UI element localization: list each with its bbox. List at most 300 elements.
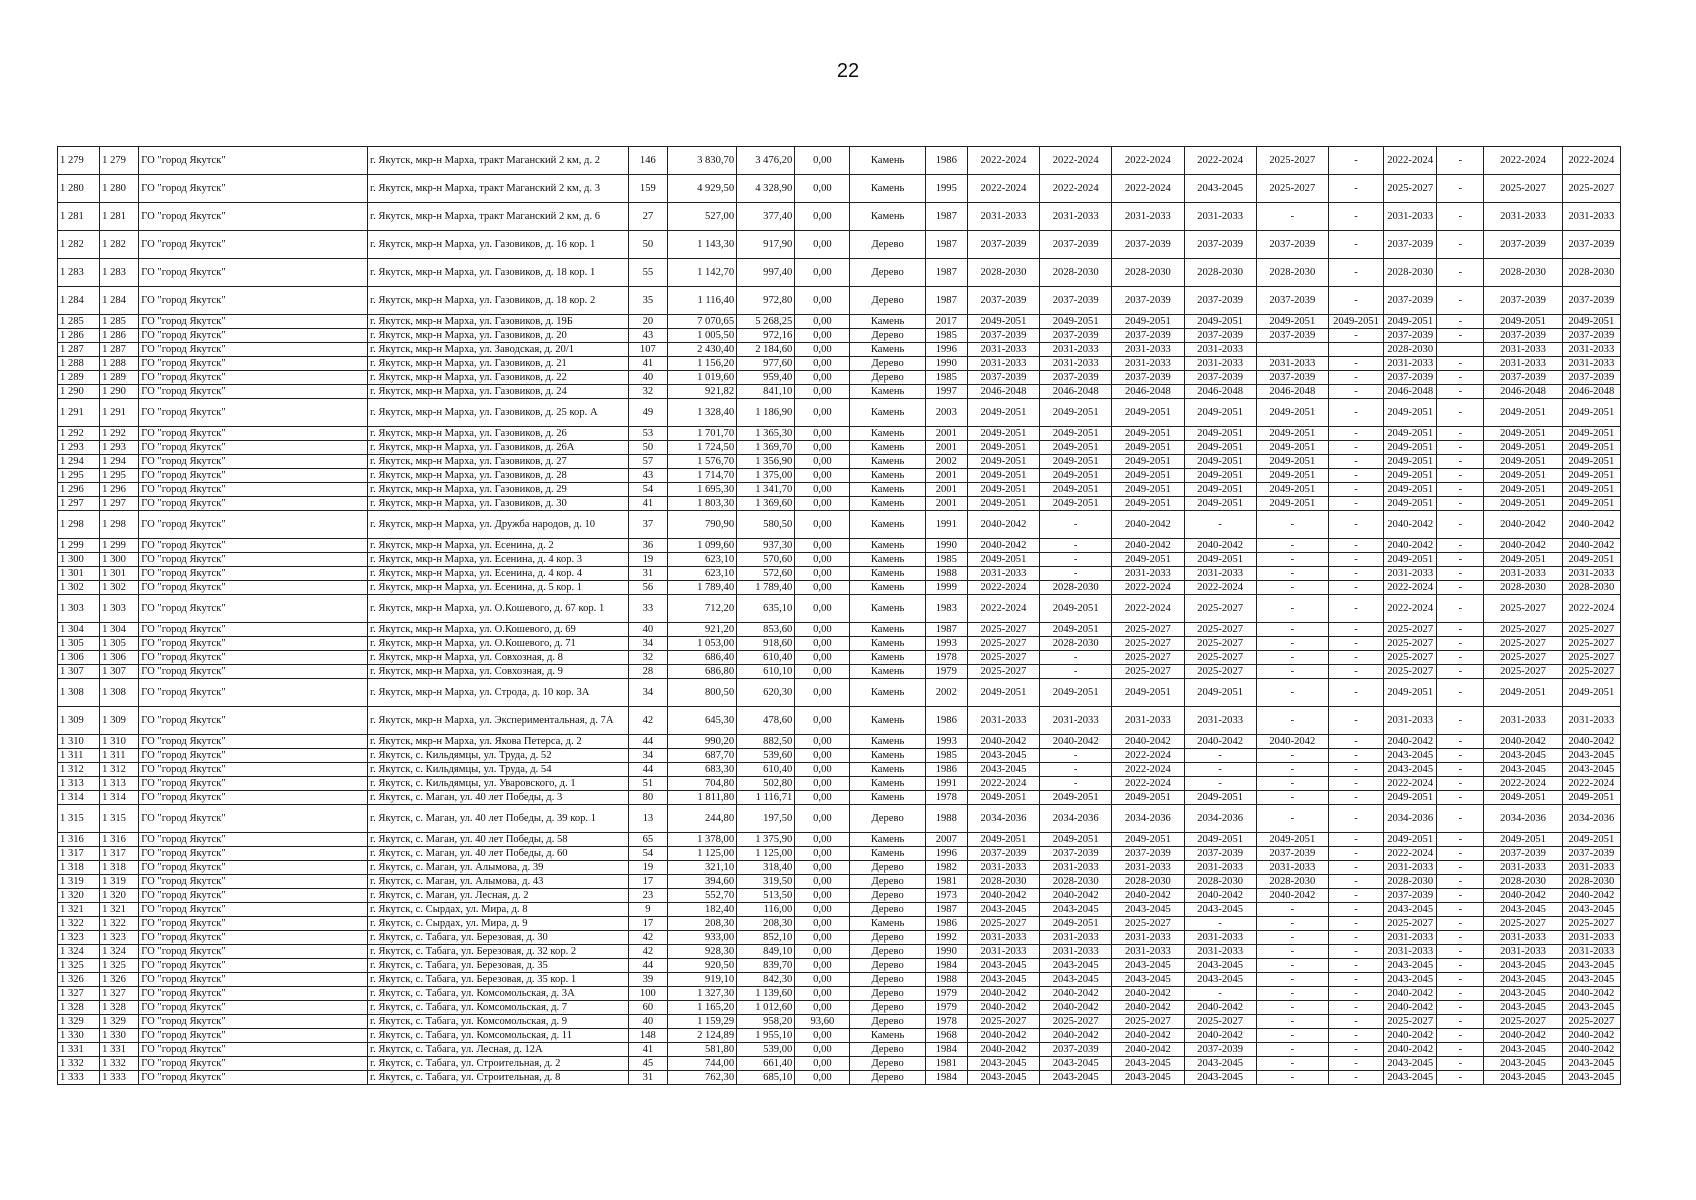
period-electric-cell: 2031-2033 [1040, 203, 1112, 231]
table-row [58, 147, 1621, 175]
municipality-cell: ГО "город Якутск" [139, 385, 368, 399]
living-area-cell: 1 375,00 [737, 469, 795, 483]
period-lift-cell: - [1437, 665, 1484, 679]
table-row [58, 371, 1621, 385]
municipality-cell: ГО "город Якутск" [139, 651, 368, 665]
period-heating-cell: 2049-2051 [1112, 315, 1184, 329]
period-gas-cell: - [1328, 651, 1383, 665]
period-heating-cell: 2037-2039 [1112, 329, 1184, 343]
residents-cell: 32 [628, 651, 667, 665]
living-area-cell: 2 184,60 [737, 343, 795, 357]
living-area-cell: 1 365,30 [737, 427, 795, 441]
total-area-cell: 1 789,40 [667, 581, 736, 595]
period-sewer-cell: - [1256, 973, 1328, 987]
period-electric-cell: 2031-2033 [1040, 945, 1112, 959]
address-cell: г. Якутск, с. Сырдах, ул. Мира, д. 8 [367, 903, 628, 917]
year-built-cell: 1991 [925, 777, 967, 791]
wall-material-cell: Дерево [850, 1057, 925, 1071]
year-built-cell: 1984 [925, 1043, 967, 1057]
wall-material-cell: Камень [850, 567, 925, 581]
wall-material-cell: Камень [850, 595, 925, 623]
living-area-cell: 5 268,25 [737, 315, 795, 329]
table-row [58, 553, 1621, 567]
period-facade-cell: 2037-2039 [1384, 329, 1437, 343]
period-facade-cell: 2025-2027 [1384, 637, 1437, 651]
table-row [58, 483, 1621, 497]
period-roof-cell: 2031-2033 [967, 203, 1039, 231]
period-facade-cell: 2037-2039 [1384, 287, 1437, 315]
row-number-cell: 1 333 [58, 1071, 100, 1085]
nonres-area-cell: 0,00 [795, 651, 850, 665]
residents-cell: 9 [628, 903, 667, 917]
total-area-cell: 7 070,65 [667, 315, 736, 329]
nonres-area-cell: 0,00 [795, 623, 850, 637]
total-area-cell: 921,20 [667, 623, 736, 637]
wall-material-cell: Камень [850, 651, 925, 665]
period-roof-cell: 2031-2033 [967, 707, 1039, 735]
address-cell: г. Якутск, с. Табага, ул. Комсомольская, д. 11 [367, 1029, 628, 1043]
total-area-cell: 686,40 [667, 651, 736, 665]
reg-number-cell: 1 308 [100, 679, 139, 707]
period-basement-cell: 2040-2042 [1484, 539, 1562, 553]
period-sewer-cell: 2028-2030 [1256, 875, 1328, 889]
year-built-cell: 1978 [925, 1015, 967, 1029]
row-number-cell: 1 301 [58, 567, 100, 581]
period-foundation-cell: 2043-2045 [1562, 1057, 1620, 1071]
period-sewer-cell: - [1256, 749, 1328, 763]
total-area-cell: 394,60 [667, 875, 736, 889]
wall-material-cell: Дерево [850, 1043, 925, 1057]
total-area-cell: 744,00 [667, 1057, 736, 1071]
period-sewer-cell: 2028-2030 [1256, 259, 1328, 287]
nonres-area-cell: 0,00 [795, 833, 850, 847]
reg-number-cell: 1 283 [100, 259, 139, 287]
period-foundation-cell: 2043-2045 [1562, 763, 1620, 777]
reg-number-cell: 1 288 [100, 357, 139, 371]
period-electric-cell: 2049-2051 [1040, 455, 1112, 469]
period-water-cell: 2049-2051 [1184, 455, 1256, 469]
total-area-cell: 1 695,30 [667, 483, 736, 497]
table-row [58, 203, 1621, 231]
period-foundation-cell: 2040-2042 [1562, 889, 1620, 903]
period-basement-cell: 2028-2030 [1484, 259, 1562, 287]
period-heating-cell: 2040-2042 [1112, 1029, 1184, 1043]
table-row [58, 343, 1621, 357]
period-water-cell: 2040-2042 [1184, 1029, 1256, 1043]
residents-cell: 44 [628, 735, 667, 749]
period-heating-cell: 2043-2045 [1112, 959, 1184, 973]
row-number-cell: 1 291 [58, 399, 100, 427]
period-basement-cell: 2025-2027 [1484, 623, 1562, 637]
period-heating-cell: 2040-2042 [1112, 1043, 1184, 1057]
living-area-cell: 1 369,70 [737, 441, 795, 455]
period-facade-cell: 2043-2045 [1384, 749, 1437, 763]
period-water-cell: 2037-2039 [1184, 231, 1256, 259]
living-area-cell: 377,40 [737, 203, 795, 231]
wall-material-cell: Дерево [850, 1071, 925, 1085]
period-foundation-cell: 2049-2051 [1562, 315, 1620, 329]
nonres-area-cell: 0,00 [795, 329, 850, 343]
row-number-cell: 1 281 [58, 203, 100, 231]
total-area-cell: 790,90 [667, 511, 736, 539]
period-basement-cell: 2043-2045 [1484, 973, 1562, 987]
row-number-cell: 1 322 [58, 917, 100, 931]
period-basement-cell: 2025-2027 [1484, 595, 1562, 623]
period-sewer-cell: - [1256, 595, 1328, 623]
period-heating-cell: 2022-2024 [1112, 581, 1184, 595]
period-basement-cell: 2037-2039 [1484, 329, 1562, 343]
residents-cell: 31 [628, 567, 667, 581]
residents-cell: 43 [628, 329, 667, 343]
period-foundation-cell: 2049-2051 [1562, 441, 1620, 455]
living-area-cell: 208,30 [737, 917, 795, 931]
period-roof-cell: 2043-2045 [967, 749, 1039, 763]
period-foundation-cell: 2034-2036 [1562, 805, 1620, 833]
year-built-cell: 1988 [925, 567, 967, 581]
reg-number-cell: 1 317 [100, 847, 139, 861]
period-water-cell: 2037-2039 [1184, 1043, 1256, 1057]
row-number-cell: 1 312 [58, 763, 100, 777]
nonres-area-cell: 0,00 [795, 903, 850, 917]
wall-material-cell: Камень [850, 833, 925, 847]
period-water-cell: 2040-2042 [1184, 539, 1256, 553]
wall-material-cell: Камень [850, 749, 925, 763]
period-electric-cell: - [1040, 567, 1112, 581]
nonres-area-cell: 0,00 [795, 511, 850, 539]
period-lift-cell: - [1437, 175, 1484, 203]
residents-cell: 45 [628, 1057, 667, 1071]
period-heating-cell: 2031-2033 [1112, 357, 1184, 371]
address-cell: г. Якутск, с. Маган, ул. Лесная, д. 2 [367, 889, 628, 903]
nonres-area-cell: 0,00 [795, 861, 850, 875]
address-cell: г. Якутск, мкр-н Марха, ул. Газовиков, д. 22 [367, 371, 628, 385]
nonres-area-cell: 0,00 [795, 707, 850, 735]
period-roof-cell: 2049-2051 [967, 315, 1039, 329]
table-row [58, 651, 1621, 665]
wall-material-cell: Дерево [850, 973, 925, 987]
table-row [58, 469, 1621, 483]
period-heating-cell: 2025-2027 [1112, 651, 1184, 665]
nonres-area-cell: 0,00 [795, 357, 850, 371]
address-cell: г. Якутск, мкр-н Марха, ул. Газовиков, д. 18 кор. 1 [367, 259, 628, 287]
total-area-cell: 581,80 [667, 1043, 736, 1057]
nonres-area-cell: 0,00 [795, 427, 850, 441]
period-facade-cell: 2031-2033 [1384, 707, 1437, 735]
period-sewer-cell: 2037-2039 [1256, 329, 1328, 343]
municipality-cell: ГО "город Якутск" [139, 903, 368, 917]
period-basement-cell: 2022-2024 [1484, 147, 1562, 175]
page-number: 22 [836, 60, 860, 82]
total-area-cell: 921,82 [667, 385, 736, 399]
period-electric-cell: - [1040, 777, 1112, 791]
period-roof-cell: 2037-2039 [967, 231, 1039, 259]
period-gas-cell: - [1328, 917, 1383, 931]
municipality-cell: ГО "город Якутск" [139, 749, 368, 763]
period-electric-cell: 2028-2030 [1040, 875, 1112, 889]
address-cell: г. Якутск, с. Маган, ул. Алымова, д. 43 [367, 875, 628, 889]
year-built-cell: 1979 [925, 1001, 967, 1015]
period-basement-cell: 2031-2033 [1484, 567, 1562, 581]
year-built-cell: 1988 [925, 805, 967, 833]
period-sewer-cell: 2049-2051 [1256, 469, 1328, 483]
address-cell: г. Якутск, с. Табага, ул. Березовая, д. 35 кор. 1 [367, 973, 628, 987]
table-row [58, 287, 1621, 315]
period-water-cell: 2037-2039 [1184, 847, 1256, 861]
period-electric-cell: 2040-2042 [1040, 1029, 1112, 1043]
address-cell: г. Якутск, с. Маган, ул. 40 лет Победы, д. 60 [367, 847, 628, 861]
total-area-cell: 4 929,50 [667, 175, 736, 203]
total-area-cell: 1 159,29 [667, 1015, 736, 1029]
year-built-cell: 1978 [925, 791, 967, 805]
year-built-cell: 1996 [925, 343, 967, 357]
total-area-cell: 1 116,40 [667, 287, 736, 315]
reg-number-cell: 1 312 [100, 763, 139, 777]
row-number-cell: 1 299 [58, 539, 100, 553]
period-roof-cell: 2049-2051 [967, 455, 1039, 469]
period-lift-cell: - [1437, 147, 1484, 175]
nonres-area-cell: 0,00 [795, 735, 850, 749]
row-number-cell: 1 318 [58, 861, 100, 875]
living-area-cell: 849,10 [737, 945, 795, 959]
period-facade-cell: 2037-2039 [1384, 231, 1437, 259]
period-basement-cell: 2031-2033 [1484, 357, 1562, 371]
row-number-cell: 1 309 [58, 707, 100, 735]
period-foundation-cell: 2043-2045 [1562, 903, 1620, 917]
year-built-cell: 2001 [925, 441, 967, 455]
address-cell: г. Якутск, мкр-н Марха, ул. Газовиков, д. 29 [367, 483, 628, 497]
period-lift-cell: - [1437, 329, 1484, 343]
period-gas-cell: - [1328, 637, 1383, 651]
period-gas-cell: - [1328, 539, 1383, 553]
period-sewer-cell: - [1256, 679, 1328, 707]
period-lift-cell: - [1437, 931, 1484, 945]
year-built-cell: 1992 [925, 931, 967, 945]
period-basement-cell: 2025-2027 [1484, 175, 1562, 203]
table-row [58, 917, 1621, 931]
period-water-cell: 2049-2051 [1184, 497, 1256, 511]
municipality-cell: ГО "город Якутск" [139, 399, 368, 427]
nonres-area-cell: 0,00 [795, 343, 850, 357]
period-facade-cell: 2043-2045 [1384, 763, 1437, 777]
year-built-cell: 1997 [925, 385, 967, 399]
period-electric-cell: 2022-2024 [1040, 147, 1112, 175]
reg-number-cell: 1 323 [100, 931, 139, 945]
period-foundation-cell: 2031-2033 [1562, 945, 1620, 959]
row-number-cell: 1 321 [58, 903, 100, 917]
year-built-cell: 1993 [925, 735, 967, 749]
total-area-cell: 1 576,70 [667, 455, 736, 469]
table-row [58, 399, 1621, 427]
living-area-cell: 661,40 [737, 1057, 795, 1071]
living-area-cell: 972,80 [737, 287, 795, 315]
nonres-area-cell: 0,00 [795, 497, 850, 511]
period-electric-cell: 2043-2045 [1040, 1057, 1112, 1071]
nonres-area-cell: 0,00 [795, 1043, 850, 1057]
period-water-cell: 2031-2033 [1184, 861, 1256, 875]
period-electric-cell: 2037-2039 [1040, 1043, 1112, 1057]
period-basement-cell: 2043-2045 [1484, 1071, 1562, 1085]
period-facade-cell: 2022-2024 [1384, 581, 1437, 595]
period-gas-cell: - [1328, 399, 1383, 427]
reg-number-cell: 1 331 [100, 1043, 139, 1057]
living-area-cell: 635,10 [737, 595, 795, 623]
period-heating-cell: 2037-2039 [1112, 371, 1184, 385]
period-roof-cell: 2043-2045 [967, 1071, 1039, 1085]
nonres-area-cell: 0,00 [795, 973, 850, 987]
table-row [58, 679, 1621, 707]
period-electric-cell: 2037-2039 [1040, 847, 1112, 861]
period-electric-cell: 2049-2051 [1040, 441, 1112, 455]
reg-number-cell: 1 314 [100, 791, 139, 805]
table-row [58, 735, 1621, 749]
period-foundation-cell: 2049-2051 [1562, 483, 1620, 497]
period-facade-cell: 2037-2039 [1384, 371, 1437, 385]
row-number-cell: 1 315 [58, 805, 100, 833]
period-heating-cell: 2043-2045 [1112, 1071, 1184, 1085]
period-basement-cell: 2040-2042 [1484, 889, 1562, 903]
year-built-cell: 1986 [925, 707, 967, 735]
table-row [58, 749, 1621, 763]
period-gas-cell: - [1328, 973, 1383, 987]
residents-cell: 41 [628, 357, 667, 371]
period-electric-cell: 2049-2051 [1040, 315, 1112, 329]
period-heating-cell: 2049-2051 [1112, 679, 1184, 707]
period-heating-cell: 2040-2042 [1112, 539, 1184, 553]
period-lift-cell: - [1437, 1029, 1484, 1043]
period-heating-cell: 2049-2051 [1112, 399, 1184, 427]
row-number-cell: 1 316 [58, 833, 100, 847]
period-foundation-cell: 2022-2024 [1562, 595, 1620, 623]
address-cell: г. Якутск, мкр-н Марха, ул. Есенина, д. 5 кор. 1 [367, 581, 628, 595]
municipality-cell: ГО "город Якутск" [139, 1029, 368, 1043]
period-sewer-cell: - [1256, 1001, 1328, 1015]
living-area-cell: 502,80 [737, 777, 795, 791]
total-area-cell: 552,70 [667, 889, 736, 903]
table-row [58, 903, 1621, 917]
table-row [58, 637, 1621, 651]
period-lift-cell: - [1437, 945, 1484, 959]
period-facade-cell: 2040-2042 [1384, 539, 1437, 553]
address-cell: г. Якутск, мкр-н Марха, ул. Газовиков, д. 25 кор. А [367, 399, 628, 427]
year-built-cell: 2017 [925, 315, 967, 329]
period-gas-cell: - [1328, 707, 1383, 735]
period-electric-cell: - [1040, 749, 1112, 763]
period-water-cell: - [1184, 511, 1256, 539]
period-gas-cell: - [1328, 441, 1383, 455]
period-sewer-cell: - [1256, 581, 1328, 595]
municipality-cell: ГО "город Якутск" [139, 861, 368, 875]
address-cell: г. Якутск, мкр-н Марха, ул. Газовиков, д. 19Б [367, 315, 628, 329]
year-built-cell: 2001 [925, 427, 967, 441]
period-heating-cell: 2040-2042 [1112, 889, 1184, 903]
reg-number-cell: 1 326 [100, 973, 139, 987]
row-number-cell: 1 308 [58, 679, 100, 707]
period-foundation-cell: 2031-2033 [1562, 203, 1620, 231]
period-gas-cell: - [1328, 147, 1383, 175]
period-facade-cell: 2049-2051 [1384, 469, 1437, 483]
period-roof-cell: 2034-2036 [967, 805, 1039, 833]
living-area-cell: 1 789,40 [737, 581, 795, 595]
nonres-area-cell: 0,00 [795, 931, 850, 945]
period-sewer-cell: 2049-2051 [1256, 483, 1328, 497]
living-area-cell: 116,00 [737, 903, 795, 917]
period-foundation-cell: 2049-2051 [1562, 455, 1620, 469]
table-row [58, 987, 1621, 1001]
municipality-cell: ГО "город Якутск" [139, 791, 368, 805]
total-area-cell: 527,00 [667, 203, 736, 231]
year-built-cell: 1987 [925, 259, 967, 287]
living-area-cell: 610,40 [737, 763, 795, 777]
residents-cell: 40 [628, 1015, 667, 1029]
period-lift-cell: - [1437, 399, 1484, 427]
period-foundation-cell: 2031-2033 [1562, 861, 1620, 875]
table-row [58, 875, 1621, 889]
period-gas-cell: - [1328, 777, 1383, 791]
reg-number-cell: 1 332 [100, 1057, 139, 1071]
period-facade-cell: 2025-2027 [1384, 651, 1437, 665]
period-water-cell: 2043-2045 [1184, 1057, 1256, 1071]
period-electric-cell: - [1040, 553, 1112, 567]
row-number-cell: 1 284 [58, 287, 100, 315]
row-number-cell: 1 324 [58, 945, 100, 959]
living-area-cell: 197,50 [737, 805, 795, 833]
period-sewer-cell: - [1256, 903, 1328, 917]
period-lift-cell: - [1437, 623, 1484, 637]
period-heating-cell: 2031-2033 [1112, 945, 1184, 959]
period-lift-cell: - [1437, 735, 1484, 749]
wall-material-cell: Дерево [850, 371, 925, 385]
period-basement-cell: 2025-2027 [1484, 637, 1562, 651]
reg-number-cell: 1 330 [100, 1029, 139, 1043]
year-built-cell: 1987 [925, 231, 967, 259]
period-basement-cell: 2031-2033 [1484, 707, 1562, 735]
period-facade-cell: 2049-2051 [1384, 427, 1437, 441]
wall-material-cell: Камень [850, 791, 925, 805]
address-cell: г. Якутск, мкр-н Марха, ул. Строда, д. 10 кор. 3А [367, 679, 628, 707]
nonres-area-cell: 0,00 [795, 1001, 850, 1015]
period-electric-cell: 2049-2051 [1040, 917, 1112, 931]
period-lift-cell: - [1437, 385, 1484, 399]
period-water-cell: 2031-2033 [1184, 343, 1256, 357]
period-heating-cell: 2031-2033 [1112, 343, 1184, 357]
municipality-cell: ГО "город Якутск" [139, 959, 368, 973]
period-electric-cell: 2037-2039 [1040, 231, 1112, 259]
period-lift-cell: - [1437, 889, 1484, 903]
period-roof-cell: 2022-2024 [967, 581, 1039, 595]
period-foundation-cell: 2043-2045 [1562, 973, 1620, 987]
living-area-cell: 839,70 [737, 959, 795, 973]
table-row [58, 511, 1621, 539]
nonres-area-cell: 0,00 [795, 259, 850, 287]
period-heating-cell: 2031-2033 [1112, 707, 1184, 735]
row-number-cell: 1 282 [58, 231, 100, 259]
period-facade-cell: 2022-2024 [1384, 777, 1437, 791]
period-heating-cell: 2049-2051 [1112, 833, 1184, 847]
period-water-cell: 2040-2042 [1184, 1001, 1256, 1015]
residents-cell: 23 [628, 889, 667, 903]
year-built-cell: 1993 [925, 637, 967, 651]
wall-material-cell: Камень [850, 637, 925, 651]
period-roof-cell: 2025-2027 [967, 917, 1039, 931]
total-area-cell: 1 005,50 [667, 329, 736, 343]
living-area-cell: 620,30 [737, 679, 795, 707]
municipality-cell: ГО "город Якутск" [139, 595, 368, 623]
period-facade-cell: 2034-2036 [1384, 805, 1437, 833]
residents-cell: 19 [628, 861, 667, 875]
period-foundation-cell: 2025-2027 [1562, 665, 1620, 679]
period-gas-cell: - [1328, 595, 1383, 623]
period-sewer-cell: 2037-2039 [1256, 847, 1328, 861]
